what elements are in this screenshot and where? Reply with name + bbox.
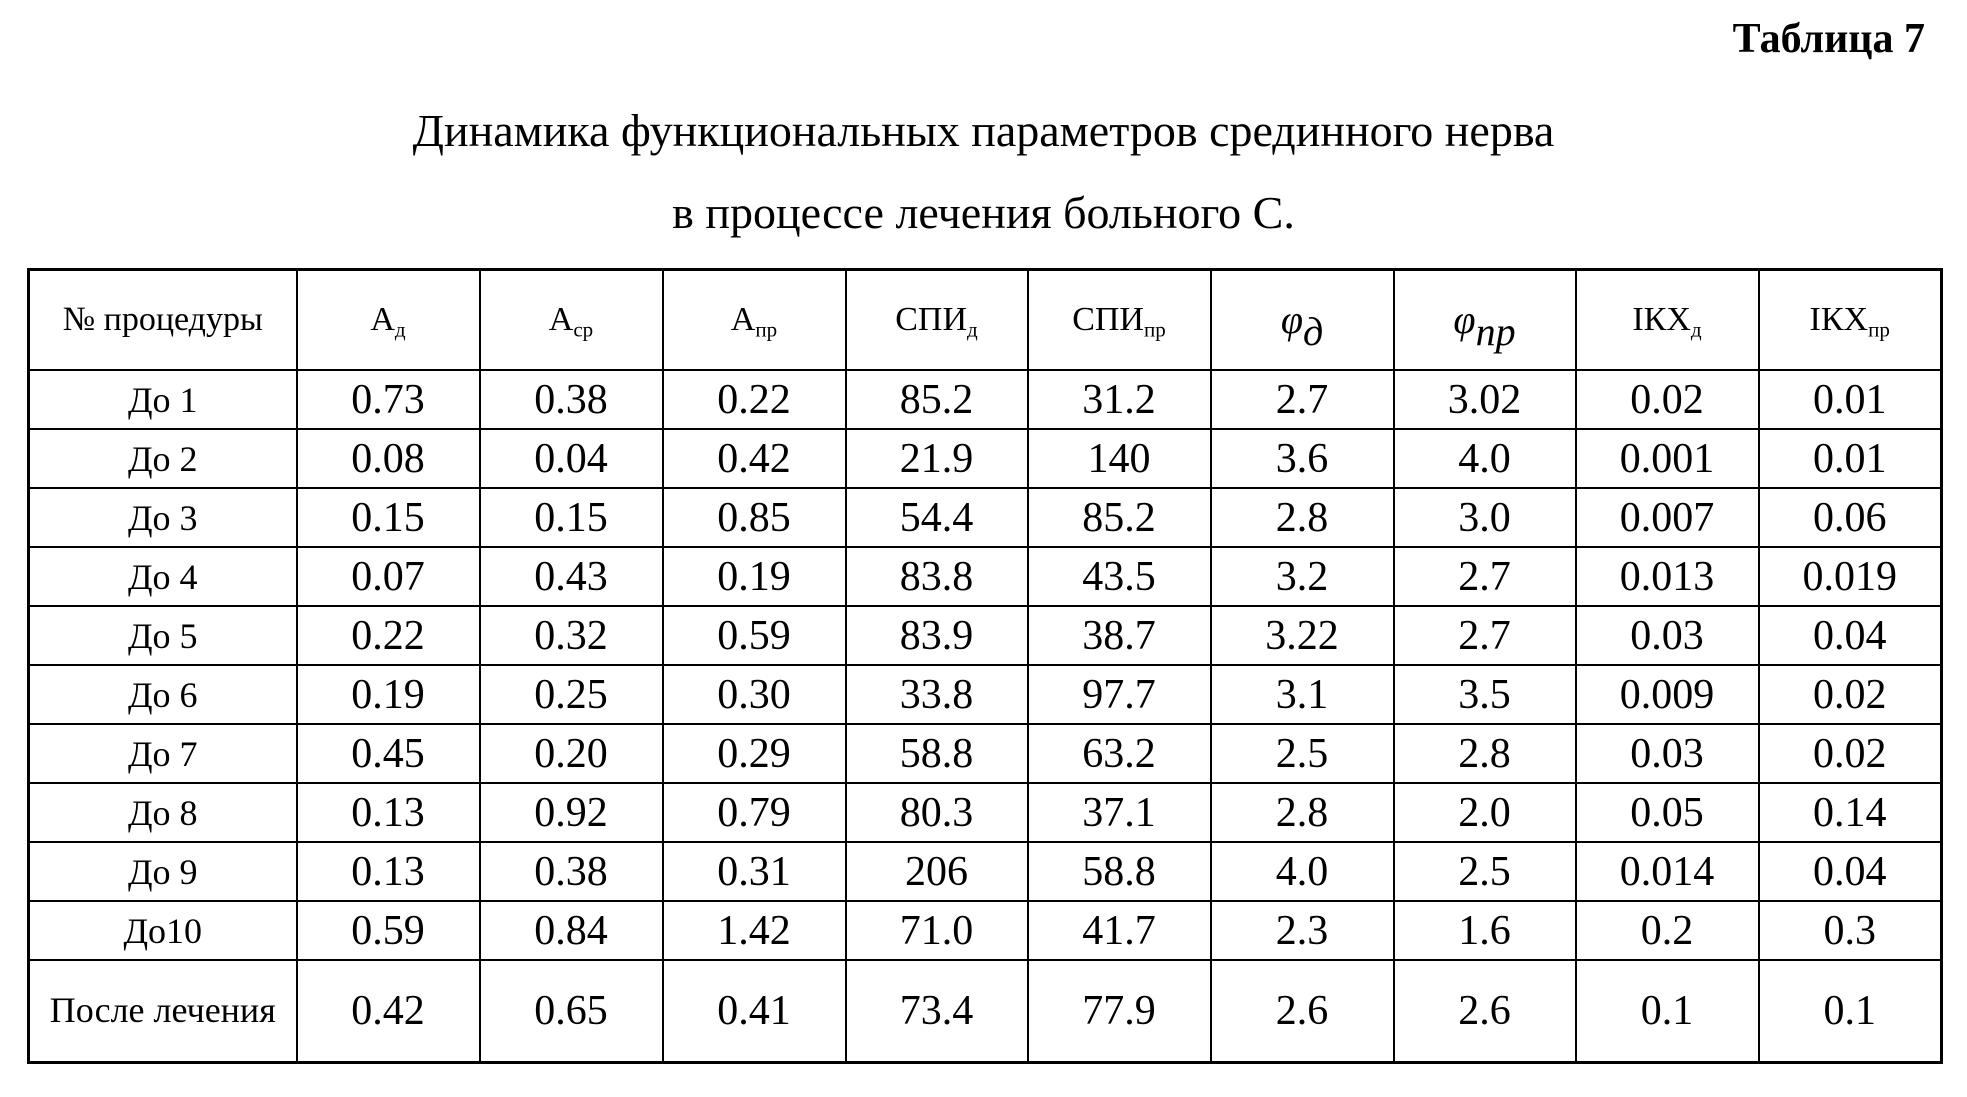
table-cell: 0.73: [297, 370, 480, 429]
header-base: А: [548, 301, 574, 339]
table-cell: 0.84: [480, 901, 663, 960]
table-cell: 3.2: [1211, 547, 1394, 606]
table-cell: 0.59: [663, 606, 846, 665]
table-cell: 1.6: [1394, 901, 1576, 960]
table-cell: 63.2: [1028, 724, 1211, 783]
header-base: IКХ: [1809, 301, 1869, 339]
table-cell: 31.2: [1028, 370, 1211, 429]
table-cell: 0.59: [297, 901, 480, 960]
table-cell: 2.6: [1394, 960, 1576, 1063]
table-cell: 2.7: [1394, 547, 1576, 606]
header-base: φ: [1453, 297, 1476, 342]
row-label: До 8: [29, 783, 297, 842]
table-cell: 0.25: [480, 665, 663, 724]
table-cell: 0.42: [663, 429, 846, 488]
header-base: А: [730, 301, 756, 339]
table-cell: 58.8: [1028, 842, 1211, 901]
table-cell: 0.85: [663, 488, 846, 547]
table-title-line-2: в процессе лечения больного С.: [672, 187, 1295, 238]
table-cell: 0.13: [297, 842, 480, 901]
header-sub: д: [967, 317, 978, 342]
table-cell: 2.7: [1211, 370, 1394, 429]
table-cell: 0.1: [1576, 960, 1759, 1063]
table-cell: 2.7: [1394, 606, 1576, 665]
table-cell: 0.04: [480, 429, 663, 488]
data-table: [27, 268, 1943, 1064]
header-phi-d: [1211, 270, 1394, 371]
header-spi-pr: [1028, 270, 1211, 371]
row-label: До 4: [29, 547, 297, 606]
table-cell: 0.38: [480, 842, 663, 901]
table-cell: 0.22: [297, 606, 480, 665]
table-cell: 3.22: [1211, 606, 1394, 665]
header-sub: пр: [1475, 309, 1516, 354]
table-title-line-1: Динамика функциональных параметров срединного нерва: [412, 105, 1555, 156]
table-cell: 0.31: [663, 842, 846, 901]
table-cell: 0.02: [1759, 665, 1942, 724]
table-cell: 2.8: [1394, 724, 1576, 783]
table-cell: 41.7: [1028, 901, 1211, 960]
table-cell: 3.6: [1211, 429, 1394, 488]
table-cell: 2.8: [1211, 783, 1394, 842]
table-cell: 0.79: [663, 783, 846, 842]
row-label: До 3: [29, 488, 297, 547]
table-cell: 0.07: [297, 547, 480, 606]
table-cell: 0.03: [1576, 606, 1759, 665]
table-cell: 85.2: [1028, 488, 1211, 547]
table-cell: 2.5: [1394, 842, 1576, 901]
table-cell: 0.013: [1576, 547, 1759, 606]
header-spi-d: [846, 270, 1028, 371]
table-cell: 4.0: [1394, 429, 1576, 488]
header-a-d: [297, 270, 480, 371]
table-cell: 206: [846, 842, 1028, 901]
table-cell: 0.02: [1576, 370, 1759, 429]
table-cell: 77.9: [1028, 960, 1211, 1063]
header-procedure-number: [29, 270, 297, 371]
table-cell: 140: [1028, 429, 1211, 488]
table-cell: 38.7: [1028, 606, 1211, 665]
table-row: [29, 429, 1942, 488]
table-cell: 0.08: [297, 429, 480, 488]
table-cell: 0.92: [480, 783, 663, 842]
header-sub: пр: [1868, 317, 1890, 342]
row-label: До 7: [29, 724, 297, 783]
header-ikh-d: [1576, 270, 1759, 371]
table-cell: 58.8: [846, 724, 1028, 783]
table-cell: 83.8: [846, 547, 1028, 606]
table-header: [29, 270, 1942, 371]
table-cell: 0.001: [1576, 429, 1759, 488]
table-cell: 0.43: [480, 547, 663, 606]
table-cell: 0.13: [297, 783, 480, 842]
table-cell: 0.29: [663, 724, 846, 783]
table-body: [29, 370, 1942, 1063]
table-cell: 3.0: [1394, 488, 1576, 547]
table-cell: 4.0: [1211, 842, 1394, 901]
table-cell: 0.009: [1576, 665, 1759, 724]
table-cell: 85.2: [846, 370, 1028, 429]
table-cell: 0.01: [1759, 370, 1942, 429]
table-cell: 0.01: [1759, 429, 1942, 488]
table-row: [29, 960, 1942, 1063]
header-sub: пр: [755, 317, 778, 342]
table-cell: 0.1: [1759, 960, 1942, 1063]
table-cell: 3.02: [1394, 370, 1576, 429]
table-cell: 54.4: [846, 488, 1028, 547]
table-cell: 80.3: [846, 783, 1028, 842]
row-label: После лечения: [29, 960, 297, 1063]
table-cell: 0.38: [480, 370, 663, 429]
header-a-pr: [663, 270, 846, 371]
table-row: [29, 842, 1942, 901]
header-sub: пр: [1143, 317, 1166, 342]
table-cell: 0.30: [663, 665, 846, 724]
header-base: А: [370, 301, 395, 339]
table-cell: 3.5: [1394, 665, 1576, 724]
table-row: [29, 370, 1942, 429]
table-cell: 0.19: [297, 665, 480, 724]
table-cell: 0.22: [663, 370, 846, 429]
header-a-sr: [480, 270, 663, 371]
table-cell: 37.1: [1028, 783, 1211, 842]
table-cell: 0.42: [297, 960, 480, 1063]
header-sub: д: [1690, 317, 1702, 342]
table-cell: 73.4: [846, 960, 1028, 1063]
table-row: [29, 724, 1942, 783]
table-cell: 0.06: [1759, 488, 1942, 547]
table-cell: 83.9: [846, 606, 1028, 665]
table-cell: 0.05: [1576, 783, 1759, 842]
table-row: [29, 606, 1942, 665]
row-label: До10: [29, 901, 297, 960]
header-sub: ср: [573, 317, 594, 342]
header-row: [29, 270, 1942, 371]
header-label: № процедуры: [62, 301, 263, 339]
row-label: До 6: [29, 665, 297, 724]
table-cell: 0.20: [480, 724, 663, 783]
header-base: СПИ: [895, 301, 968, 339]
table-cell: 3.1: [1211, 665, 1394, 724]
table-cell: 0.3: [1759, 901, 1942, 960]
table-cell: 2.3: [1211, 901, 1394, 960]
header-phi-pr: [1394, 270, 1576, 371]
table-cell: 0.14: [1759, 783, 1942, 842]
table-row: [29, 547, 1942, 606]
table-cell: 2.6: [1211, 960, 1394, 1063]
table-cell: 97.7: [1028, 665, 1211, 724]
table-row: [29, 665, 1942, 724]
table-cell: 2.5: [1211, 724, 1394, 783]
header-base: φ: [1280, 297, 1303, 342]
table-cell: 0.007: [1576, 488, 1759, 547]
table-cell: 0.41: [663, 960, 846, 1063]
table-cell: 0.65: [480, 960, 663, 1063]
table-cell: 0.32: [480, 606, 663, 665]
header-sub: д: [1302, 309, 1324, 354]
table-cell: 43.5: [1028, 547, 1211, 606]
table-cell: 0.02: [1759, 724, 1942, 783]
table-cell: 1.42: [663, 901, 846, 960]
table-cell: 0.014: [1576, 842, 1759, 901]
table-cell: 0.15: [297, 488, 480, 547]
table-label: Таблица 7: [1732, 16, 1925, 62]
header-sub: д: [394, 317, 406, 342]
table-row: [29, 783, 1942, 842]
table-cell: 0.04: [1759, 606, 1942, 665]
table-cell: 0.19: [663, 547, 846, 606]
row-label: До 2: [29, 429, 297, 488]
row-label: До 9: [29, 842, 297, 901]
row-label: До 5: [29, 606, 297, 665]
header-ikh-pr: [1759, 270, 1942, 371]
table-cell: 71.0: [846, 901, 1028, 960]
table-cell: 0.019: [1759, 547, 1942, 606]
table-cell: 21.9: [846, 429, 1028, 488]
table-cell: 0.03: [1576, 724, 1759, 783]
table-row: [29, 901, 1942, 960]
row-label: До 1: [29, 370, 297, 429]
table-cell: 33.8: [846, 665, 1028, 724]
table-row: [29, 488, 1942, 547]
header-base: IКХ: [1632, 301, 1691, 339]
table-cell: 0.2: [1576, 901, 1759, 960]
table-cell: 0.15: [480, 488, 663, 547]
table-cell: 2.8: [1211, 488, 1394, 547]
table-cell: 2.0: [1394, 783, 1576, 842]
table-cell: 0.04: [1759, 842, 1942, 901]
header-base: СПИ: [1072, 301, 1144, 339]
table-cell: 0.45: [297, 724, 480, 783]
